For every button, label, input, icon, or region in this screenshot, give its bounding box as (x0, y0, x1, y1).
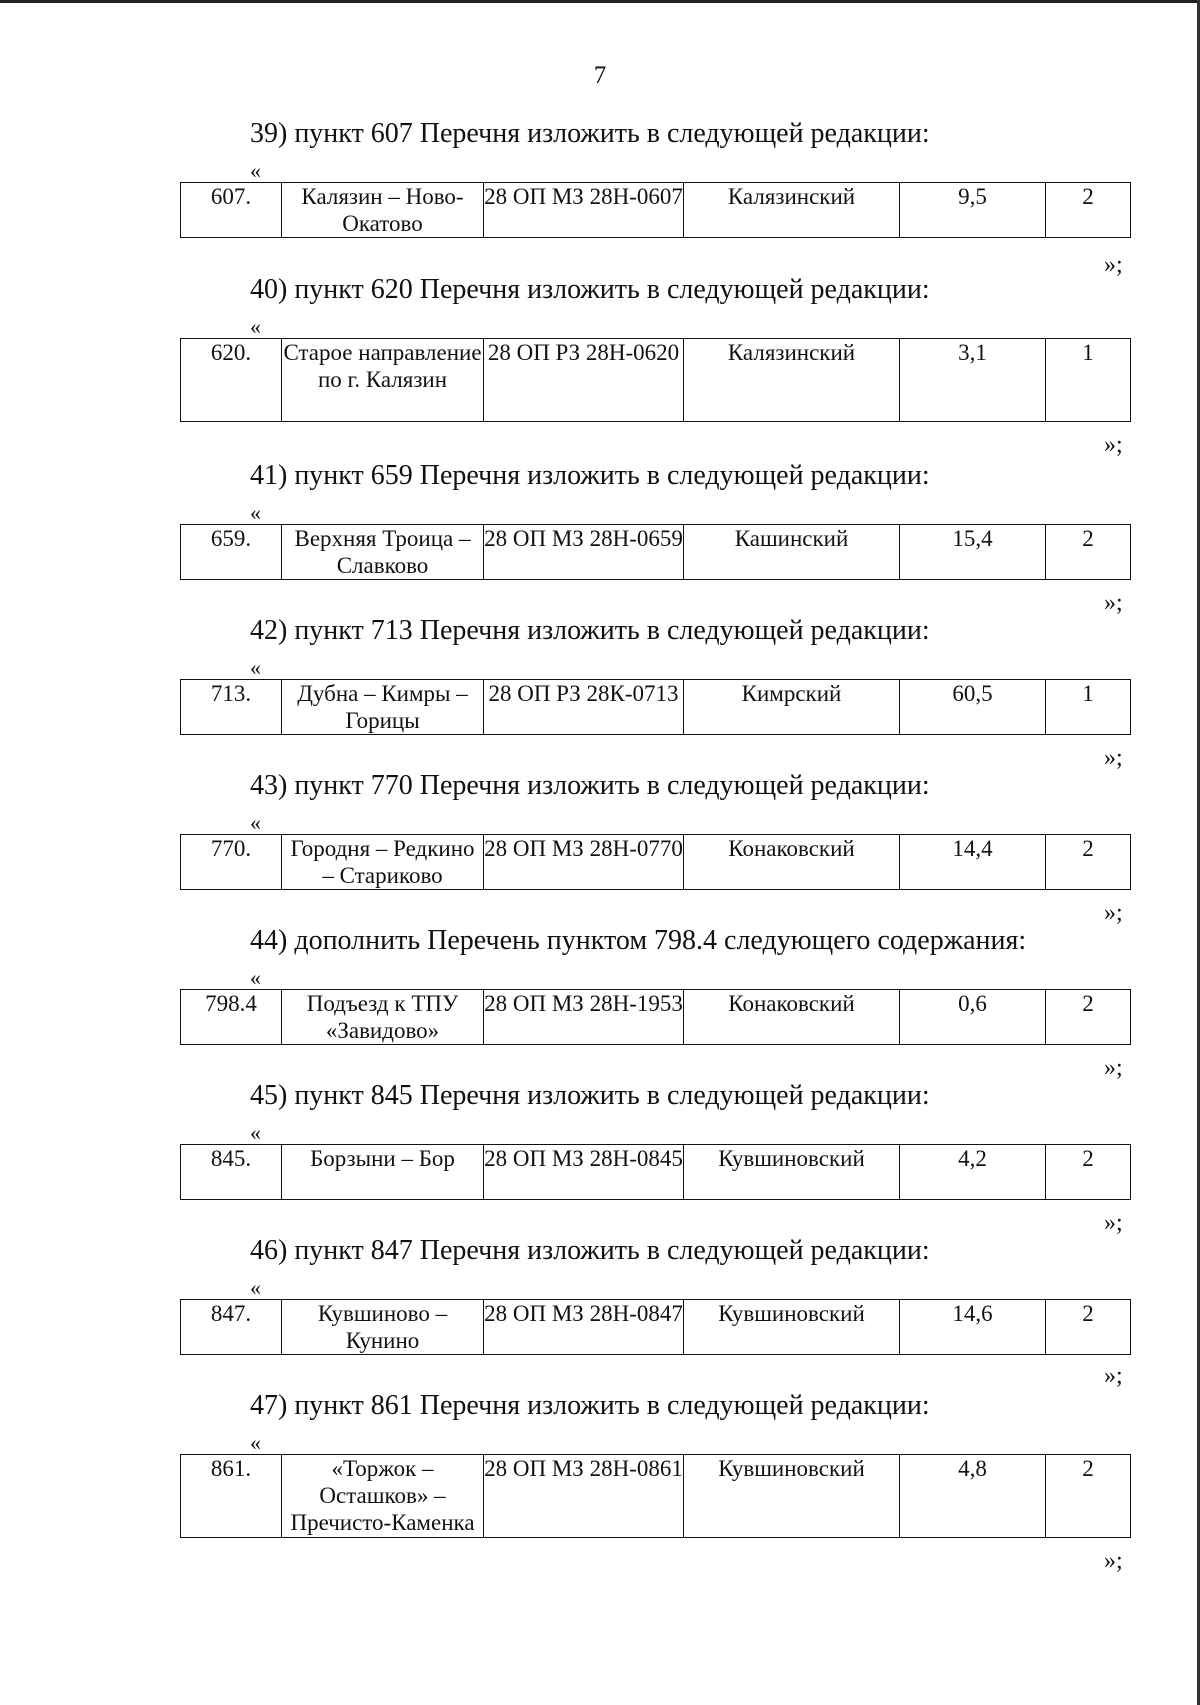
road-code-cell: 28 ОП МЗ 28Н-0861 (484, 1455, 684, 1538)
district-cell: Калязинский (684, 339, 900, 422)
road-code-cell: 28 ОП МЗ 28Н-0659 (484, 525, 684, 580)
table-row (181, 680, 1131, 735)
page-border-top (0, 0, 1200, 3)
amendment-section (0, 1390, 1200, 1575)
table-row (181, 990, 1131, 1045)
table-row (181, 1145, 1131, 1200)
close-quote: »; (1104, 1548, 1123, 1574)
district-cell: Кувшиновский (684, 1300, 900, 1355)
category-cell: 2 (1046, 525, 1131, 580)
length-cell: 14,4 (900, 835, 1046, 890)
road-table (180, 1144, 1131, 1200)
road-name-cell: Кувшиново – Кунино (282, 1300, 484, 1355)
category-cell: 2 (1046, 1145, 1131, 1200)
category-cell: 2 (1046, 835, 1131, 890)
item-number-cell: 798.4 (181, 990, 282, 1045)
road-code-cell: 28 ОП МЗ 28Н-0847 (484, 1300, 684, 1355)
road-table (180, 182, 1131, 238)
item-number-cell: 713. (181, 680, 282, 735)
item-number-cell: 845. (181, 1145, 282, 1200)
close-quote: »; (1104, 1055, 1123, 1081)
road-table (180, 524, 1131, 580)
table-row (181, 835, 1131, 890)
category-cell: 2 (1046, 183, 1131, 238)
amendment-heading: 47) пункт 861 Перечня изложить в следующей редакции: (250, 1390, 930, 1421)
open-quote: « (250, 810, 261, 835)
amendment-heading: 40) пункт 620 Перечня изложить в следующей редакции: (250, 274, 930, 305)
length-cell: 4,2 (900, 1145, 1046, 1200)
road-code-cell: 28 ОП РЗ 28Н-0620 (484, 339, 684, 422)
road-table (180, 338, 1131, 422)
amendment-section (0, 1080, 1200, 1235)
length-cell: 0,6 (900, 990, 1046, 1045)
item-number-cell: 607. (181, 183, 282, 238)
open-quote: « (250, 314, 261, 339)
table-row (181, 1300, 1131, 1355)
amendment-section (0, 925, 1200, 1080)
amendment-heading: 41) пункт 659 Перечня изложить в следующей редакции: (250, 460, 930, 491)
open-quote: « (250, 1120, 261, 1145)
open-quote: « (250, 500, 261, 525)
open-quote: « (250, 965, 261, 990)
district-cell: Кувшиновский (684, 1145, 900, 1200)
length-cell: 60,5 (900, 680, 1046, 735)
length-cell: 9,5 (900, 183, 1046, 238)
category-cell: 2 (1046, 990, 1131, 1045)
road-name-cell: Верхняя Троица – Славково (282, 525, 484, 580)
road-code-cell: 28 ОП РЗ 28К-0713 (484, 680, 684, 735)
close-quote: »; (1104, 1363, 1123, 1389)
close-quote: »; (1104, 252, 1123, 278)
road-code-cell: 28 ОП МЗ 28Н-1953 (484, 990, 684, 1045)
open-quote: « (250, 158, 261, 183)
amendment-heading: 42) пункт 713 Перечня изложить в следующей редакции: (250, 615, 930, 646)
open-quote: « (250, 655, 261, 680)
road-code-cell: 28 ОП МЗ 28Н-0770 (484, 835, 684, 890)
table-row (181, 183, 1131, 238)
close-quote: »; (1104, 745, 1123, 771)
road-name-cell: Старое направление по г. Калязин (282, 339, 484, 422)
road-table (180, 1299, 1131, 1355)
road-code-cell: 28 ОП МЗ 28Н-0845 (484, 1145, 684, 1200)
road-table (180, 679, 1131, 735)
length-cell: 14,6 (900, 1300, 1046, 1355)
item-number-cell: 620. (181, 339, 282, 422)
district-cell: Конаковский (684, 990, 900, 1045)
close-quote: »; (1104, 432, 1123, 458)
item-number-cell: 770. (181, 835, 282, 890)
category-cell: 2 (1046, 1300, 1131, 1355)
table-row (181, 525, 1131, 580)
length-cell: 4,8 (900, 1455, 1046, 1538)
amendment-section (0, 615, 1200, 770)
page-number: 7 (593, 62, 607, 89)
district-cell: Кимрский (684, 680, 900, 735)
district-cell: Калязинский (684, 183, 900, 238)
road-code-cell: 28 ОП МЗ 28Н-0607 (484, 183, 684, 238)
amendment-section (0, 274, 1200, 459)
length-cell: 15,4 (900, 525, 1046, 580)
road-table (180, 1454, 1131, 1538)
road-table (180, 989, 1131, 1045)
length-cell: 3,1 (900, 339, 1046, 422)
close-quote: »; (1104, 590, 1123, 616)
road-name-cell: Борзыни – Бор (282, 1145, 484, 1200)
road-name-cell: Дубна – Кимры – Горицы (282, 680, 484, 735)
amendment-section (0, 770, 1200, 925)
open-quote: « (250, 1275, 261, 1300)
road-name-cell: Городня – Редкино – Стариково (282, 835, 484, 890)
table-row (181, 1455, 1131, 1538)
amendment-heading: 44) дополнить Перечень пунктом 798.4 следующего содержания: (250, 925, 1027, 956)
category-cell: 2 (1046, 1455, 1131, 1538)
road-name-cell: «Торжок – Осташков» – Пречисто-Каменка (282, 1455, 484, 1538)
amendment-heading: 39) пункт 607 Перечня изложить в следующей редакции: (250, 118, 930, 149)
category-cell: 1 (1046, 680, 1131, 735)
amendment-heading: 43) пункт 770 Перечня изложить в следующей редакции: (250, 770, 930, 801)
open-quote: « (250, 1430, 261, 1455)
item-number-cell: 861. (181, 1455, 282, 1538)
item-number-cell: 847. (181, 1300, 282, 1355)
item-number-cell: 659. (181, 525, 282, 580)
district-cell: Кувшиновский (684, 1455, 900, 1538)
road-table (180, 834, 1131, 890)
close-quote: »; (1104, 900, 1123, 926)
district-cell: Конаковский (684, 835, 900, 890)
amendment-heading: 46) пункт 847 Перечня изложить в следующей редакции: (250, 1235, 930, 1266)
road-name-cell: Калязин – Ново-Окатово (282, 183, 484, 238)
amendment-section (0, 1235, 1200, 1390)
road-name-cell: Подъезд к ТПУ «Завидово» (282, 990, 484, 1045)
district-cell: Кашинский (684, 525, 900, 580)
table-row (181, 339, 1131, 422)
amendment-section (0, 460, 1200, 615)
amendment-section (0, 118, 1200, 278)
category-cell: 1 (1046, 339, 1131, 422)
amendment-heading: 45) пункт 845 Перечня изложить в следующей редакции: (250, 1080, 930, 1111)
close-quote: »; (1104, 1210, 1123, 1236)
